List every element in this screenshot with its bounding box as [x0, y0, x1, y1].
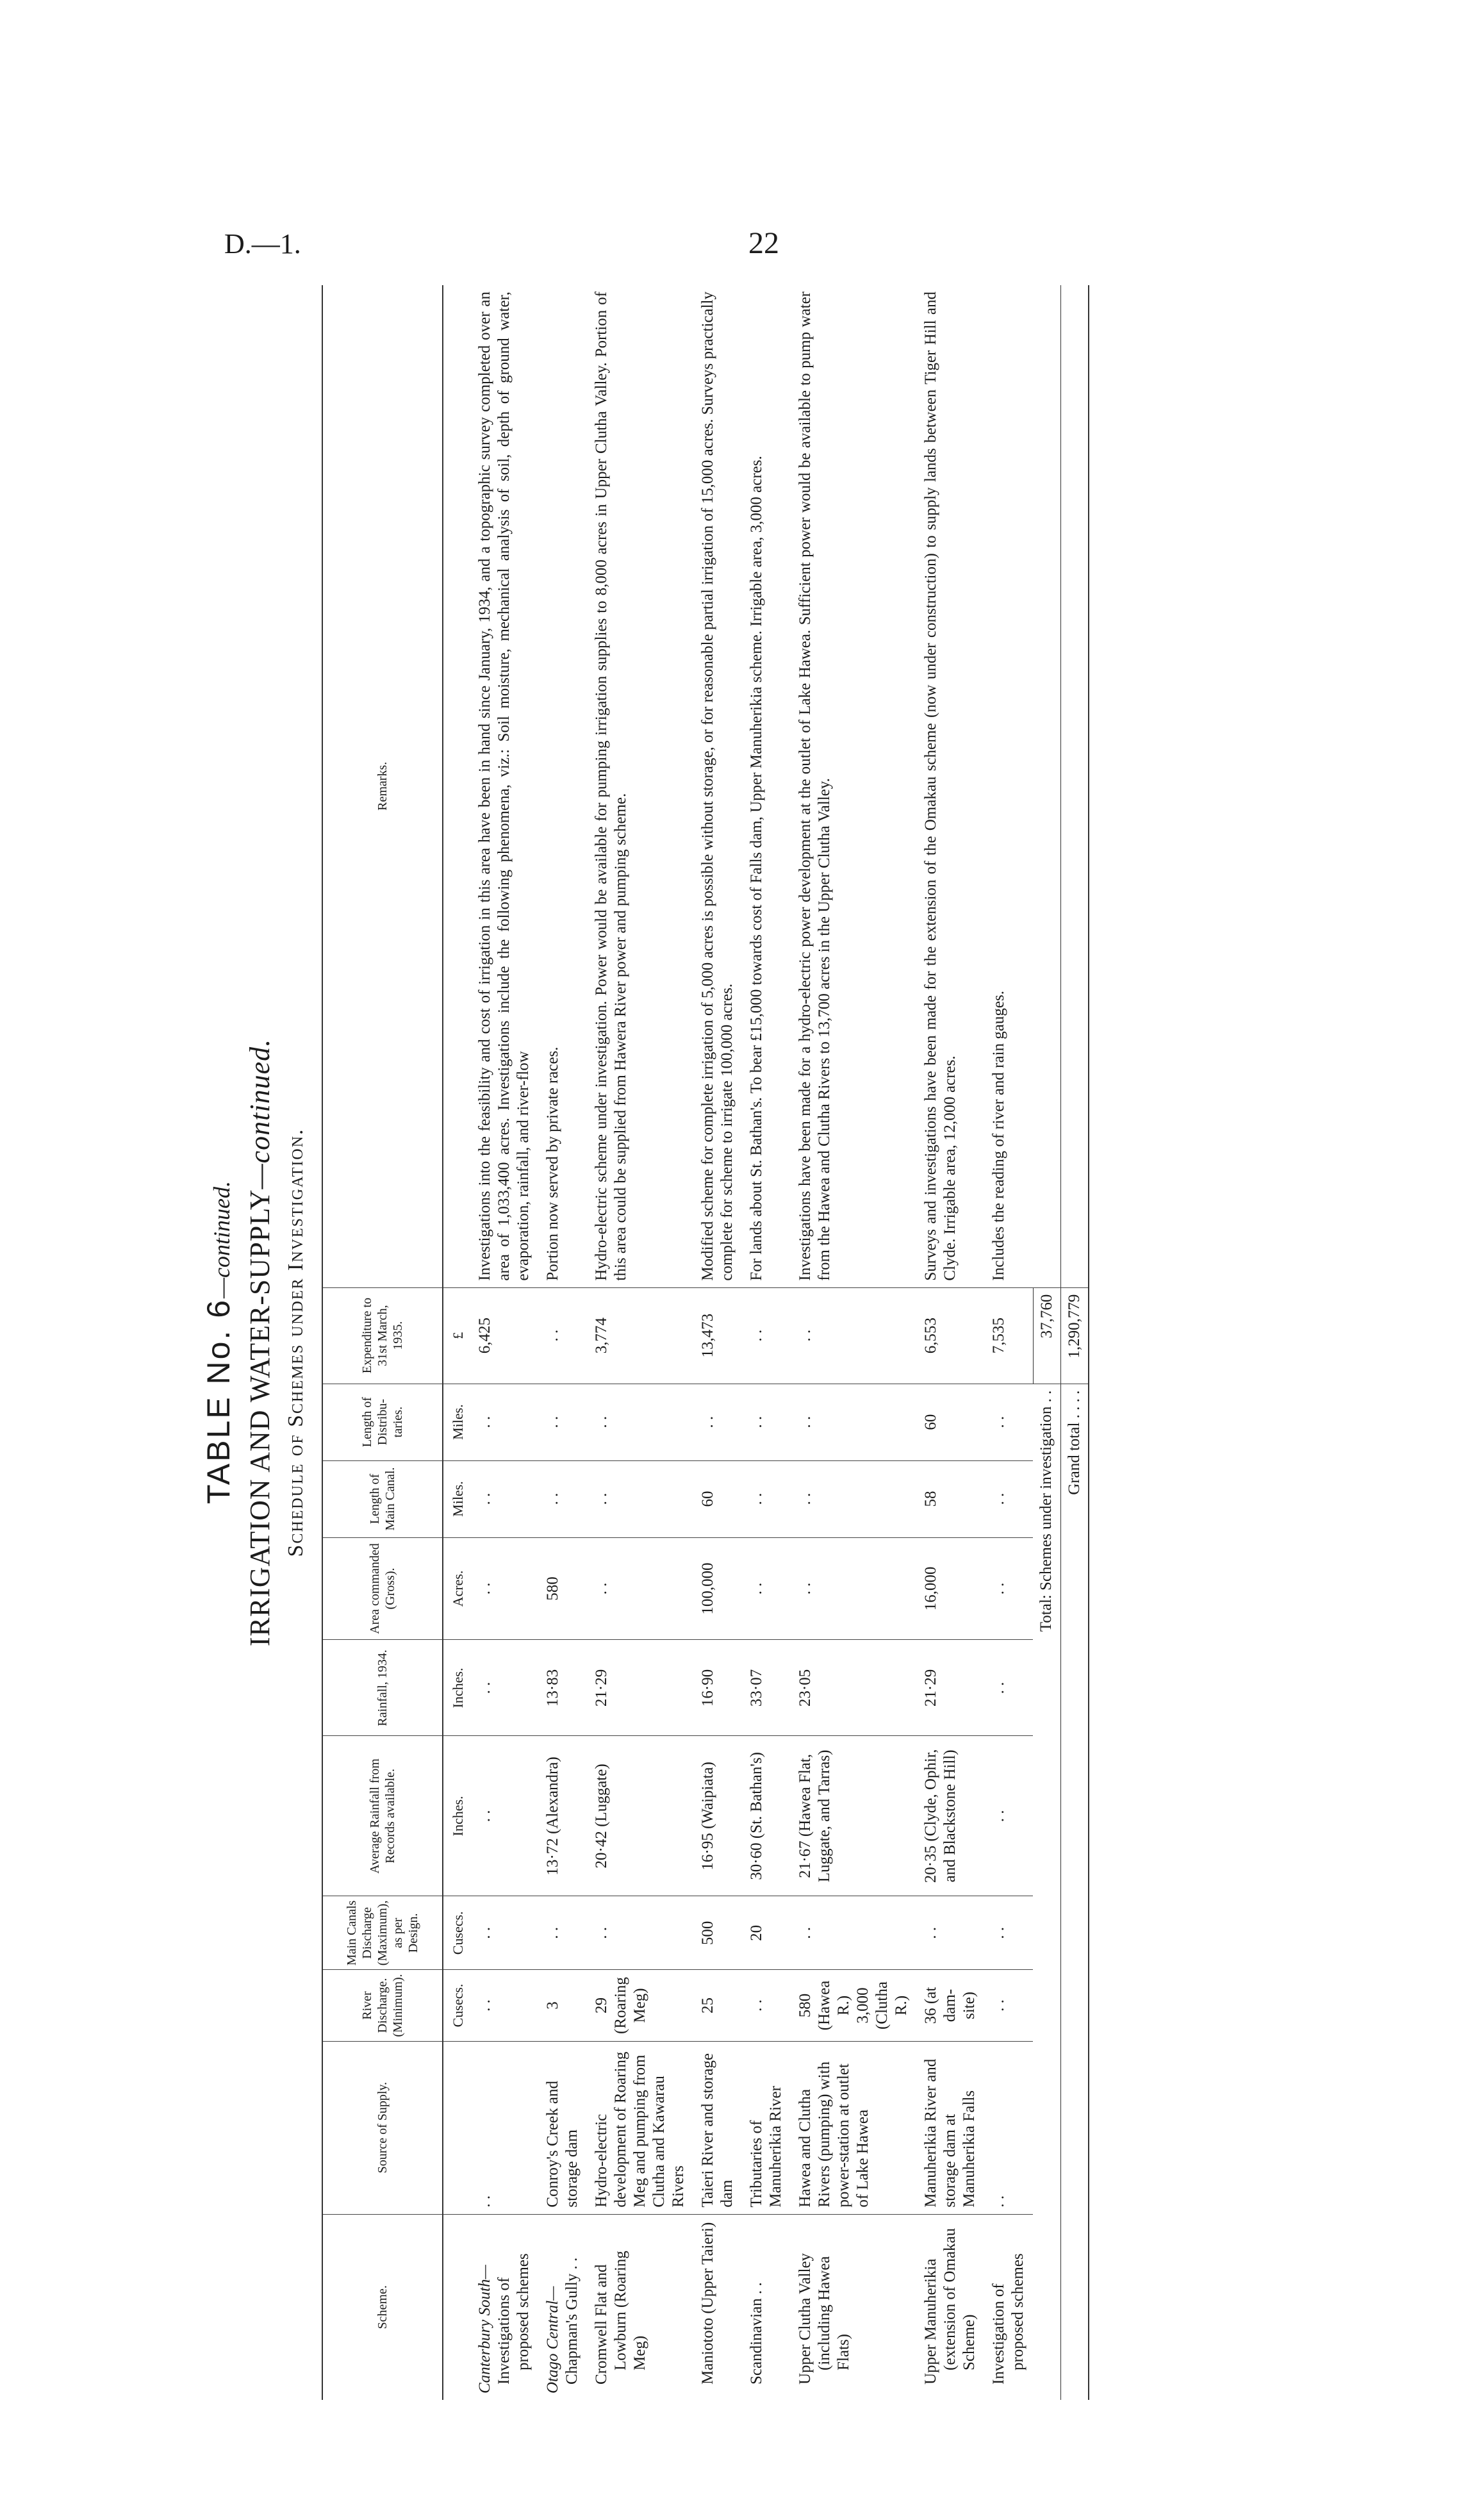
cell-river: 25: [693, 1970, 742, 2041]
scheme-name: Chapman's Gully . .: [563, 2257, 581, 2385]
cell-distrib: . .: [538, 1384, 587, 1460]
table-row: [791, 285, 916, 2400]
cell-rain1934: 21·29: [587, 1640, 693, 1736]
cell-main-canal: . .: [538, 1460, 587, 1537]
unit-avg-rain: Inches.: [443, 1736, 470, 1896]
table-subtitle: Schedule of Schemes under Investigation.: [284, 1128, 308, 1557]
cell-main-canal: 58: [916, 1460, 984, 1537]
cell-remarks: Investigations have been made for a hydro-electric power development at the outlet of Lake Hawea. Sufficient power would be available to pump water from the Hawea and Clutha Rivers to 13,700 acres in the Upper Clutha Valley.: [791, 285, 916, 1287]
cell-remarks: Portion now served by private races.: [538, 285, 587, 1287]
grand-total-label: Grand total . . . .: [1060, 1384, 1089, 2400]
cell-area: . .: [470, 1537, 538, 1640]
units-row: [443, 285, 470, 2400]
col-average-rainfall: Average Rainfall from Records available.: [322, 1736, 443, 1896]
cell-distrib: 60: [916, 1384, 984, 1460]
cell-river: . .: [984, 1970, 1033, 2041]
cell-scheme: [587, 2214, 693, 2400]
cell-canals: 20: [742, 1896, 791, 1970]
scheme-name: Upper Clutha Valley (including Hawea Flats): [796, 2253, 853, 2385]
table-row: [916, 285, 984, 2400]
cell-scheme: [470, 2214, 538, 2400]
table-row: [742, 285, 791, 2400]
col-main-canals-discharge: Main Canals Discharge (Maximum), as per Design.: [322, 1896, 443, 1970]
table-number-text: TABLE No. 6: [201, 1298, 236, 1505]
cell-source: Taieri River and storage dam: [693, 2041, 742, 2214]
cell-main-canal: . .: [984, 1460, 1033, 1537]
cell-distrib: . .: [470, 1384, 538, 1460]
cell-distrib: . .: [587, 1384, 693, 1460]
cell-expend: 3,774: [587, 1287, 693, 1384]
scheme-name: Upper Manuherikia (extension of Omakau Scheme): [922, 2228, 978, 2385]
col-scheme: Scheme.: [322, 2214, 443, 2400]
col-length-main-canal: Length of Main Canal.: [322, 1460, 443, 1537]
cell-main-canal: . .: [742, 1460, 791, 1537]
cell-canals: . .: [916, 1896, 984, 1970]
cell-area: . .: [587, 1537, 693, 1640]
cell-avg-rain: . .: [470, 1736, 538, 1896]
cell-expend: . .: [538, 1287, 587, 1384]
cell-avg-rain: 20·42 (Luggate): [587, 1736, 693, 1896]
cell-avg-rain: . .: [984, 1736, 1033, 1896]
page-number: 22: [748, 226, 779, 260]
col-rainfall-1934: Rainfall, 1934.: [322, 1640, 443, 1736]
cell-river: 29 (Roaring Meg): [587, 1970, 693, 2041]
cell-canals: . .: [538, 1896, 587, 1970]
cell-rain1934: . .: [470, 1640, 538, 1736]
cell-area: . .: [791, 1537, 916, 1640]
cell-remarks: Investigations into the feasibility and cost of irrigation in this area have been in hand since January, 1934, and a topographic survey completed over an area of 1,033,400 acres. Investigations include the following phenomena, viz.: Soil moisture, mechanical analysis of soil, depth of ground water, evaporation, rainfall, and river-flow: [470, 285, 538, 1287]
total-value: 37,760: [1033, 1287, 1060, 1384]
total-label: Total: Schemes under investigation . .: [1037, 1390, 1055, 1632]
col-remarks: Remarks.: [322, 285, 443, 1287]
scheme-name: Investigation of proposed schemes: [990, 2253, 1027, 2385]
cell-avg-rain: 30·60 (St. Bathan's): [742, 1736, 791, 1896]
grand-total-row: [1060, 285, 1089, 2400]
cell-scheme: [742, 2214, 791, 2400]
cell-rain1934: 13·83: [538, 1640, 587, 1736]
cell-source: . .: [984, 2041, 1033, 2214]
table-header: [200, 285, 308, 2400]
cell-expend: 7,535: [984, 1287, 1033, 1384]
cell-scheme: [916, 2214, 984, 2400]
cell-remarks: Modified scheme for complete irrigation of 5,000 acres is possible without storage, or for reasonable partial irrigation of 15,000 acres. Surveys practically complete for scheme to irrigate 100,000 acres.: [693, 285, 742, 1287]
total-remarks: [1033, 285, 1060, 1287]
cell-source: Manuherikia River and storage dam at Manuherikia Falls: [916, 2041, 984, 2214]
cell-expend: . .: [742, 1287, 791, 1384]
scheme-name: Investigations of proposed schemes: [495, 2253, 532, 2385]
cell-river: 580 (Hawea R.) 3,000 (Clutha R.): [791, 1970, 916, 2041]
table-row: [984, 285, 1033, 2400]
cell-canals: . .: [470, 1896, 538, 1970]
cell-distrib: . .: [742, 1384, 791, 1460]
cell-remarks: Surveys and investigations have been made for the extension of the Omakau scheme (now under construction) to supply lands between Tiger Hill and Clyde. Irrigable area, 12,000 acres.: [916, 285, 984, 1287]
scheme-name: Cromwell Flat and Lowburn (Roaring Meg): [593, 2251, 649, 2385]
cell-river: 36 (at dam-site): [916, 1970, 984, 2041]
cell-main-canal: 60: [693, 1460, 742, 1537]
unit-expend: £: [443, 1287, 470, 1384]
cell-scheme: [791, 2214, 916, 2400]
cell-main-canal: . .: [470, 1460, 538, 1537]
unit-area: Acres.: [443, 1537, 470, 1640]
scheme-group: Canterbury South—: [476, 2265, 494, 2393]
cell-expend: 13,473: [693, 1287, 742, 1384]
cell-main-canal: . .: [791, 1460, 916, 1537]
unit-canals: Cusecs.: [443, 1896, 470, 1970]
cell-river: 3: [538, 1970, 587, 2041]
cell-rain1934: . .: [984, 1640, 1033, 1736]
scheme-name: Maniototo (Upper Taieri): [699, 2222, 717, 2385]
cell-remarks: Includes the reading of river and rain gauges.: [984, 285, 1033, 1287]
cell-scheme: [693, 2214, 742, 2400]
unit-distrib: Miles.: [443, 1384, 470, 1460]
unit-source: [443, 2041, 470, 2214]
unit-remarks: [443, 285, 470, 1287]
cell-avg-rain: 13·72 (Alexandra): [538, 1736, 587, 1896]
cell-area: 580: [538, 1537, 587, 1640]
cell-expend: 6,553: [916, 1287, 984, 1384]
col-source: Source of Supply.: [322, 2041, 443, 2214]
col-length-distributaries: Length of Distribu-taries.: [322, 1384, 443, 1460]
unit-rain1934: Inches.: [443, 1640, 470, 1736]
cell-scheme: [984, 2214, 1033, 2400]
table-row: [470, 285, 538, 2400]
cell-avg-rain: 16·95 (Waipiata): [693, 1736, 742, 1896]
cell-expend: 6,425: [470, 1287, 538, 1384]
unit-river: Cusecs.: [443, 1970, 470, 2041]
table-row: [538, 285, 587, 2400]
cell-canals: . .: [587, 1896, 693, 1970]
cell-canals: . .: [984, 1896, 1033, 1970]
cell-rain1934: 16·90: [693, 1640, 742, 1736]
cell-rain1934: 21·29: [916, 1640, 984, 1736]
cell-expend: . .: [791, 1287, 916, 1384]
cell-area: 16,000: [916, 1537, 984, 1640]
cell-scheme: [538, 2214, 587, 2400]
unit-main-canal: Miles.: [443, 1460, 470, 1537]
col-river-discharge: River Discharge. (Minimum).: [322, 1970, 443, 2041]
cell-distrib: . .: [791, 1384, 916, 1460]
cell-main-canal: . .: [587, 1460, 693, 1537]
grand-total-remarks: [1060, 285, 1089, 1287]
page-reference: D.—1.: [224, 228, 301, 260]
rotated-table-page: [174, 285, 1232, 2400]
schemes-table: [322, 285, 1089, 2400]
table-title: [243, 285, 276, 2400]
cell-source: Hawea and Clutha Rivers (pumping) with power-station at outlet of Lake Hawea: [791, 2041, 916, 2214]
col-expenditure: Expenditure to 31st March, 1935.: [322, 1287, 443, 1384]
table-row: [693, 285, 742, 2400]
cell-area: 100,000: [693, 1537, 742, 1640]
cell-avg-rain: 20·35 (Clyde, Ophir, and Blackstone Hill): [916, 1736, 984, 1896]
cell-rain1934: 23·05: [791, 1640, 916, 1736]
cell-rain1934: 33·07: [742, 1640, 791, 1736]
cell-distrib: . .: [984, 1384, 1033, 1460]
scheme-group: Otago Central—: [544, 2286, 562, 2393]
cell-source: . .: [470, 2041, 538, 2214]
unit-scheme: [443, 2214, 470, 2400]
table-row: [587, 285, 693, 2400]
cell-source: Conroy's Creek and storage dam: [538, 2041, 587, 2214]
cell-source: Tributaries of Manuherikia River: [742, 2041, 791, 2214]
cell-remarks: Hydro-electric scheme under investigation. Power would be available for pumping irrigation supplies to 8,000 acres in Upper Clutha Valley. Portion of this area could be supplied from Hawera River power and pumping scheme.: [587, 285, 693, 1287]
column-headers: [322, 285, 443, 2400]
cell-area: . .: [984, 1537, 1033, 1640]
cell-source: Hydro-electric development of Roaring Meg and pumping from Clutha and Kawarau Rivers: [587, 2041, 693, 2214]
table-title-cont: —continued.: [244, 1038, 276, 1189]
cell-area: . .: [742, 1537, 791, 1640]
grand-total-value: 1,290,779: [1060, 1287, 1089, 1384]
cell-river: . .: [470, 1970, 538, 2041]
table-number-cont: —continued.: [209, 1180, 235, 1298]
cell-distrib: . .: [693, 1384, 742, 1460]
cell-avg-rain: 21·67 (Hawea Flat, Luggate, and Tarras): [791, 1736, 916, 1896]
scheme-name: Scandinavian . .: [748, 2282, 766, 2385]
col-area-commanded: Area commanded (Gross).: [322, 1537, 443, 1640]
cell-canals: . .: [791, 1896, 916, 1970]
table-number: [200, 285, 237, 2400]
cell-river: . .: [742, 1970, 791, 2041]
cell-remarks: For lands about St. Bathan's. To bear £15,000 towards cost of Falls dam, Upper Manuherikia scheme. Irrigable area, 3,000 acres.: [742, 285, 791, 1287]
table-title-text: IRRIGATION AND WATER-SUPPLY: [244, 1189, 276, 1647]
total-row: [1033, 285, 1060, 2400]
cell-canals: 500: [693, 1896, 742, 1970]
